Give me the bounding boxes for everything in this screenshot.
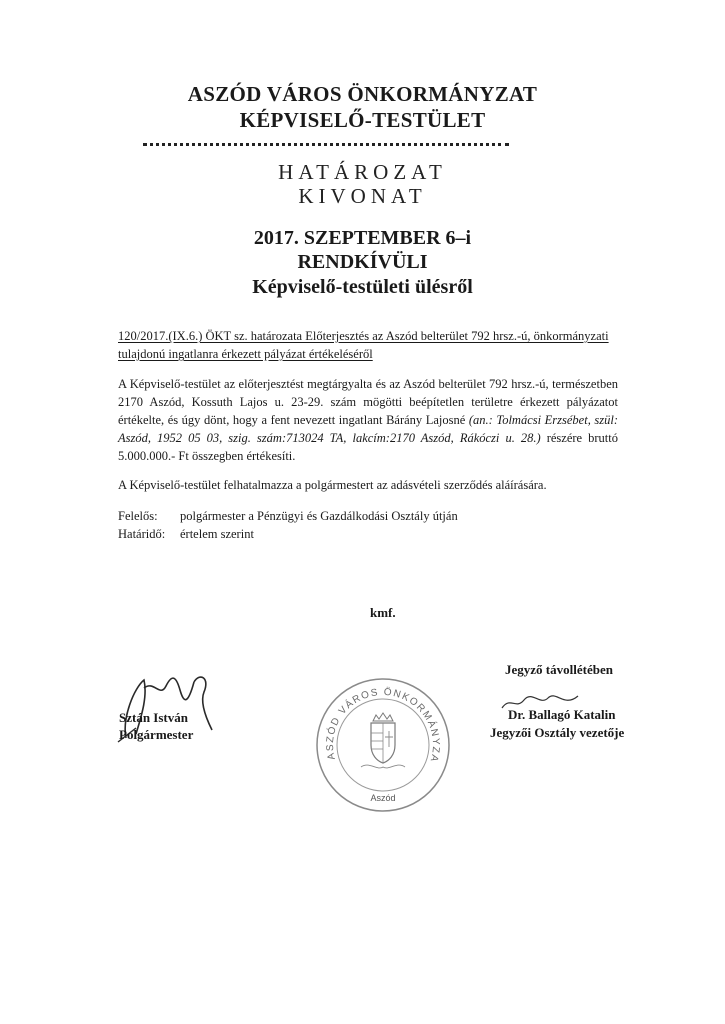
seal-city: Aszód bbox=[370, 793, 396, 803]
coat-of-arms-icon bbox=[361, 713, 405, 768]
dotted-divider bbox=[143, 143, 509, 146]
clerk-absent-label: Jegyző távollétében bbox=[505, 662, 613, 677]
resolution-subtitle: KIVONAT bbox=[298, 184, 427, 208]
clerk-role: Jegyzői Osztály vezetője bbox=[490, 725, 625, 740]
decree-text: sz. határozata Előterjesztés az Aszód belterület 792 hrsz.-ú, önkormányzati tulajdonú ingatlanra érkezett pályázat értékeléséről bbox=[118, 329, 609, 361]
decision-text-b: részére bruttó 5.000.000.- Ft összegben értékesíti. bbox=[118, 431, 618, 463]
seal-ring-text: ASZÓD VÁROS ÖNKORMÁNYZA bbox=[324, 686, 442, 764]
authorization-paragraph: A Képviselő-testület felhatalmazza a polgármestert az adásvételi szerződés aláírására. bbox=[118, 478, 547, 492]
official-seal bbox=[313, 675, 453, 815]
buyer-details: (an.: Tolmácsi Erzsébet, szül: Aszód, 1952 05 03, szig. szám:713024 TA, lakcím:2170 Aszód, Rákóczi u. 28.) bbox=[118, 413, 618, 445]
kmf-mark: kmf. bbox=[370, 605, 396, 620]
decision-paragraph bbox=[118, 375, 618, 465]
mayor-role: Polgármester bbox=[119, 727, 194, 742]
resolution-title: HATÁROZAT bbox=[278, 160, 447, 184]
mayor-name: Sztán István bbox=[119, 710, 188, 725]
deadline-value: értelem szerint bbox=[180, 527, 254, 541]
decision-text-a: A Képviselő-testület az előterjesztést megtárgyalta és az Aszód belterület 792 hrsz.-ú, természetben 2170 Aszód, Kossuth Lajos u. 23-29. szám mögötti beépítetlen területre érkezett pályázatot értékelte, és úgy dönt, hogy a fent nevezett ingatlant Bárány Lajosné bbox=[118, 377, 618, 427]
deadline-label: Határidő: bbox=[118, 527, 166, 541]
decree-number: 120/2017.(IX.6.) ÖKT bbox=[118, 329, 231, 343]
meeting-date: 2017. SZEPTEMBER 6–i bbox=[253, 227, 472, 249]
responsible-value: polgármester a Pénzügyi és Gazdálkodási Osztály útján bbox=[180, 509, 458, 523]
decree-heading bbox=[118, 327, 618, 363]
clerk-name: Dr. Ballagó Katalin bbox=[508, 707, 616, 722]
svg-text:ASZÓD VÁROS ÖNKORMÁNYZATA bbox=[313, 675, 441, 763]
responsible-label: Felelős: bbox=[118, 509, 158, 523]
meeting-body: Képviselő-testületi ülésről bbox=[252, 276, 473, 298]
org-name: ASZÓD VÁROS ÖNKORMÁNYZAT bbox=[187, 82, 538, 106]
meeting-type: RENDKÍVÜLI bbox=[297, 251, 428, 273]
org-body: KÉPVISELŐ-TESTÜLET bbox=[239, 108, 486, 132]
